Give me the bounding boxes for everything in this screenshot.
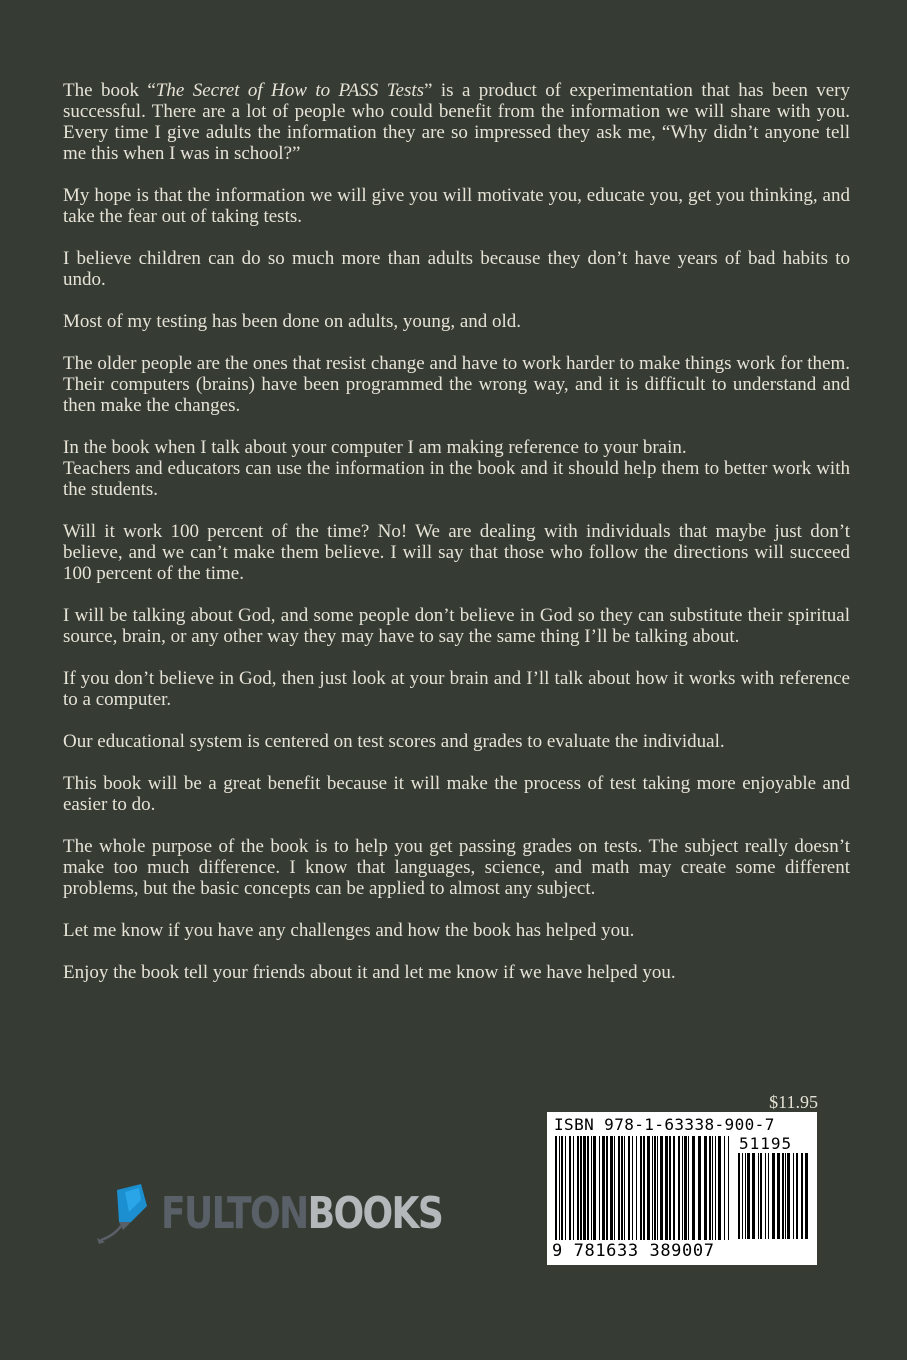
barcode-bar <box>660 1136 663 1240</box>
barcode-bar <box>569 1136 571 1240</box>
barcode-bar <box>698 1136 701 1240</box>
price-addon-digits: 51195 <box>739 1134 793 1153</box>
barcode-bar <box>587 1136 589 1240</box>
barcode-bar <box>555 1136 557 1240</box>
barcode-bar <box>678 1136 680 1240</box>
barcode-bar <box>724 1136 725 1240</box>
barcode-bar <box>787 1153 790 1239</box>
publisher-logo <box>95 1182 443 1247</box>
barcode-bar <box>793 1153 794 1239</box>
barcode-bar <box>606 1136 608 1240</box>
barcode-bar <box>718 1136 721 1240</box>
blurb-paragraph: The older people are the ones that resist change and have to work harder to make things work for them. Their computers (brains) have been programmed the wrong way, and it is difficult to understand and then make the changes. <box>63 353 850 416</box>
barcode-bar <box>628 1136 630 1240</box>
isbn-barcode <box>547 1112 817 1265</box>
ean-digits: 9 781633 389007 <box>552 1241 715 1261</box>
barcode-bar <box>614 1136 615 1240</box>
barcode-bar <box>657 1136 658 1240</box>
back-cover-blurb <box>63 80 850 1004</box>
barcode-bar <box>636 1136 637 1240</box>
barcode-bar <box>565 1136 566 1240</box>
barcode-bar <box>602 1136 605 1240</box>
barcode-bar <box>647 1136 650 1240</box>
blurb-paragraph: Enjoy the book tell your friends about it and let me know if we have helped you. <box>63 962 676 983</box>
barcode-bar <box>728 1136 729 1240</box>
addon-barcode-bars <box>738 1153 810 1239</box>
barcode-bar <box>785 1153 786 1239</box>
barcode-bar <box>593 1136 596 1240</box>
barcode-bar <box>643 1136 645 1240</box>
barcode-bar <box>704 1136 707 1240</box>
barcode-bar <box>768 1153 769 1239</box>
barcode-bar <box>621 1136 623 1240</box>
publisher-name <box>161 1182 442 1246</box>
barcode-bar <box>758 1153 759 1239</box>
barcode-bar <box>688 1136 689 1240</box>
blurb-paragraph: The whole purpose of the book is to help you get passing grades on tests. The subject really doesn’t make too much difference. I know that languages, science, and math may create some different problems, but the basic concepts can be applied to almost any subject. <box>63 836 850 899</box>
barcode-bar <box>777 1153 780 1239</box>
blurb-paragraph: Most of my testing has been done on adults, young, and old. <box>63 311 522 332</box>
barcode-bar <box>801 1153 803 1239</box>
barcode-bar <box>580 1136 582 1240</box>
barcode-bar <box>772 1153 775 1239</box>
barcode-bar <box>745 1153 746 1239</box>
barcode-bar <box>618 1136 620 1240</box>
barcode-bar <box>709 1136 711 1240</box>
publisher-name-part1: FULTON <box>161 1188 308 1239</box>
blurb-paragraph: My hope is that the information we will give you will motivate you, educate you, get you thinking, and take the fear out of taking tests. <box>63 185 850 227</box>
barcode-bar <box>782 1153 784 1239</box>
barcode-bar <box>760 1153 762 1239</box>
ean-barcode-bars <box>555 1136 733 1244</box>
barcode-bar <box>765 1153 766 1239</box>
blurb-paragraph <box>63 80 850 164</box>
isbn-label: ISBN 978-1-63338-900-7 <box>554 1115 775 1134</box>
barcode-bar <box>654 1136 656 1240</box>
barcode-bar <box>747 1153 750 1239</box>
barcode-bar <box>624 1136 625 1240</box>
barcode-bar <box>752 1153 755 1239</box>
blurb-paragraph: This book will be a great benefit because it will make the process of test taking more enjoyable and easier to do. <box>63 773 850 815</box>
barcode-bar <box>599 1136 600 1240</box>
barcode-bar <box>742 1153 743 1239</box>
barcode-bar <box>715 1136 716 1240</box>
barcode-bar <box>796 1153 798 1239</box>
quill-pen-icon <box>95 1182 157 1246</box>
blurb-paragraph: Will it work 100 percent of the time? No! We are dealing with individuals that maybe just don’t believe, and we can’t make them believe. I will say that those who follow the directions will succeed 100 percent of the time. <box>63 521 850 584</box>
barcode-bar <box>559 1136 560 1240</box>
barcode-bar <box>665 1136 668 1240</box>
blurb-paragraph: I will be talking about God, and some people don’t believe in God so they can substitute their spiritual source, brain, or any other way they may have to say the same thing I’ll be talking about. <box>63 605 850 647</box>
barcode-bar <box>573 1136 574 1240</box>
blurb-paragraph: Let me know if you have any challenges and how the book has helped you. <box>63 920 635 941</box>
barcode-bar <box>577 1136 579 1240</box>
barcode-bar <box>632 1136 633 1240</box>
barcode-bar <box>610 1136 613 1240</box>
blurb-paragraph: I believe children can do so much more than adults because they don’t have years of bad habits to undo. <box>63 248 850 290</box>
book-title-italic: The Secret of How to PASS Tests <box>155 80 425 101</box>
barcode-bar <box>684 1136 687 1240</box>
barcode-bar <box>583 1136 586 1240</box>
barcode-bar <box>669 1136 671 1240</box>
barcode-bar <box>738 1153 740 1239</box>
blurb-text: The book “ <box>63 80 156 101</box>
blurb-paragraph: If you don’t believe in God, then just look at your brain and I’ll talk about how it works with reference to a computer. <box>63 668 850 710</box>
barcode-bar <box>561 1136 563 1240</box>
barcode-bar <box>591 1136 592 1240</box>
blurb-paragraph: Teachers and educators can use the information in the book and it should help them to better work with the students. <box>63 458 850 500</box>
barcode-bar <box>712 1136 713 1240</box>
barcode-bar <box>805 1153 808 1239</box>
barcode-bar <box>640 1136 642 1240</box>
price-label: $11.95 <box>769 1092 818 1112</box>
barcode-bar <box>673 1136 675 1240</box>
barcode-bar <box>652 1136 653 1240</box>
barcode-bar <box>682 1136 683 1240</box>
publisher-name-part2: BOOKS <box>307 1188 443 1239</box>
blurb-paragraph: Our educational system is centered on test scores and grades to evaluate the individual. <box>63 731 725 752</box>
blurb-text: ” is a product of experimentation that has been very successful. There are a lot of people who could benefit from the information we will share with you. Every time I give adults the information they are so impressed they ask me, “Why didn’t anyone tell me this when I was in school?” <box>63 80 850 164</box>
barcode-bar <box>692 1136 695 1240</box>
blurb-paragraph: In the book when I talk about your computer I am making reference to your brain. <box>63 437 687 458</box>
